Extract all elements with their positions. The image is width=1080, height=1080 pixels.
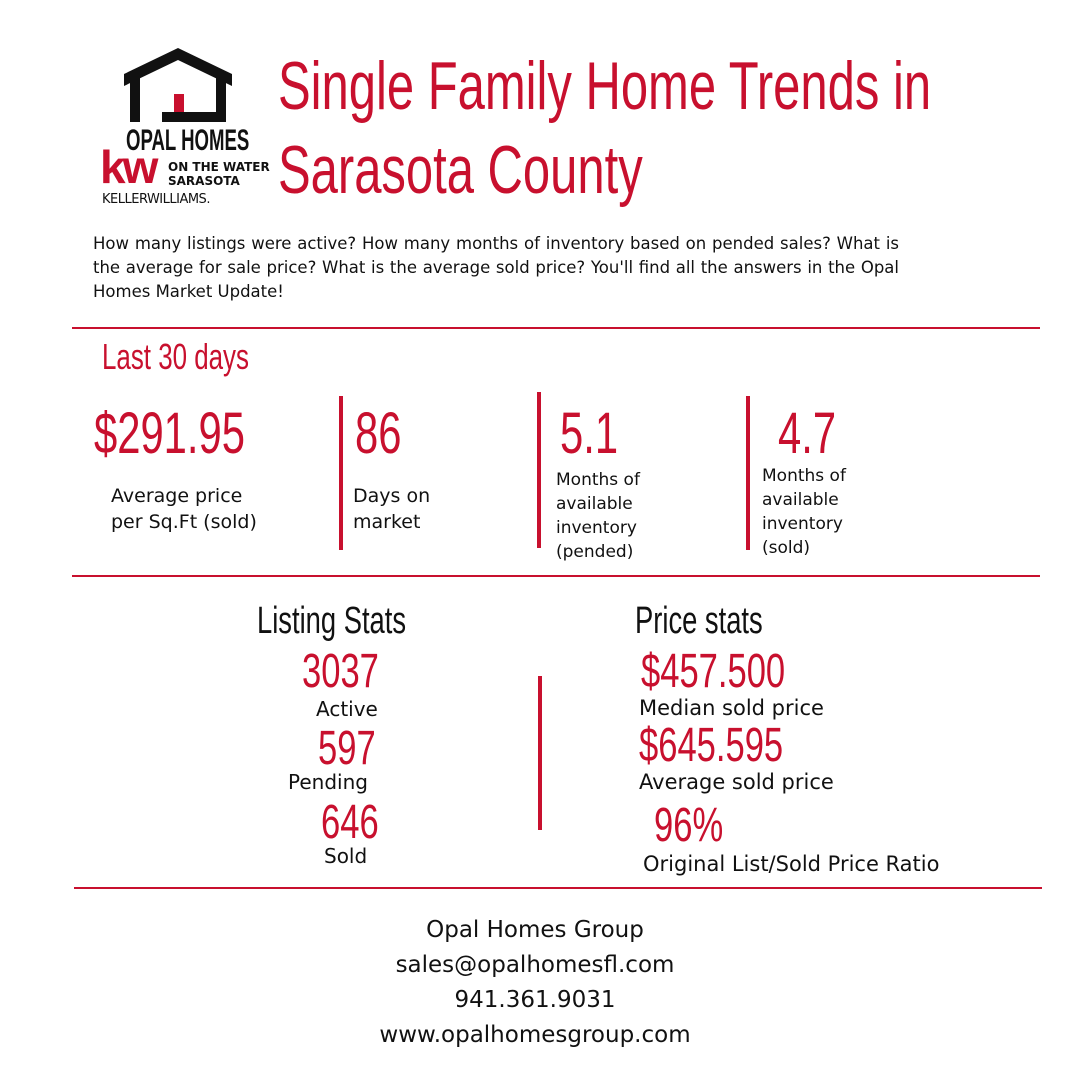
kpi-label-line: available [556, 494, 633, 514]
contact-email[interactable]: sales@opalhomesfl.com [395, 952, 675, 978]
kpi-value: $291.95 [94, 401, 245, 466]
period-label: Last 30 days [102, 336, 249, 377]
stat-label: Active [316, 697, 378, 721]
kpi-value: 4.7 [778, 401, 837, 466]
kpi-label-line: market [353, 511, 421, 533]
house-icon [122, 46, 234, 124]
kpi-label-line: Months of [556, 470, 640, 490]
divider [538, 676, 542, 830]
stat-value: 646 [321, 796, 379, 849]
kpi-label-line: (sold) [762, 538, 811, 558]
intro-text: How many listings were active? How many months of inventory based on pended sales? What is the average for sale price? What is the average sold price? You'll find all the answers in the Opal Homes Market Update! [93, 234, 899, 301]
divider [537, 392, 541, 548]
logo-sub [168, 160, 270, 188]
divider [72, 575, 1040, 577]
contact-name: Opal Homes Group [426, 917, 644, 943]
contact-website[interactable]: www.opalhomesgroup.com [379, 1022, 691, 1048]
kpi-label-line: Days on [353, 485, 431, 507]
stat-label: Original List/Sold Price Ratio [643, 852, 940, 876]
logo-kw-full: KELLERWILLIAMS. [102, 192, 210, 207]
kpi-label-line: (pended) [556, 542, 634, 562]
divider [339, 396, 343, 550]
kpi-label-line: available [762, 490, 839, 510]
stat-value: 3037 [302, 645, 379, 698]
title-line2: Sarasota County [278, 132, 643, 208]
title-line1: Single Family Home Trends in [278, 48, 932, 124]
kpi-label [111, 483, 257, 535]
kpi-value: 86 [355, 401, 402, 466]
kpi-label-line: Average price [111, 485, 243, 507]
logo-brand: OPAL HOMES [126, 124, 250, 157]
kpi-label-line: inventory [556, 518, 637, 538]
kpi-label [353, 483, 430, 535]
kpi-label [556, 468, 640, 564]
stat-label: Average sold price [639, 770, 834, 794]
kpi-value: 5.1 [560, 401, 619, 466]
stat-value: 597 [318, 722, 376, 775]
kpi-label-line: per Sq.Ft (sold) [111, 511, 257, 533]
stat-value: $645.595 [639, 719, 784, 772]
kpi-label-line: inventory [762, 514, 843, 534]
price-stats-heading: Price stats [635, 600, 763, 642]
kpi-label-line: Months of [762, 466, 846, 486]
stat-value: $457.500 [641, 645, 786, 698]
divider [72, 327, 1040, 329]
divider [74, 887, 1042, 889]
contact-phone[interactable]: 941.361.9031 [454, 987, 616, 1013]
stat-label: Pending [288, 770, 368, 794]
divider [746, 396, 750, 550]
listing-stats-heading: Listing Stats [257, 600, 407, 642]
kpi-label [762, 464, 846, 560]
stat-label: Median sold price [639, 696, 824, 720]
stat-label: Sold [324, 844, 368, 868]
logo-kw: kw [100, 141, 156, 193]
stat-value: 96% [654, 799, 724, 852]
logo-sub2: SARASOTA [168, 174, 240, 188]
logo-sub1: ON THE WATER [168, 160, 270, 174]
